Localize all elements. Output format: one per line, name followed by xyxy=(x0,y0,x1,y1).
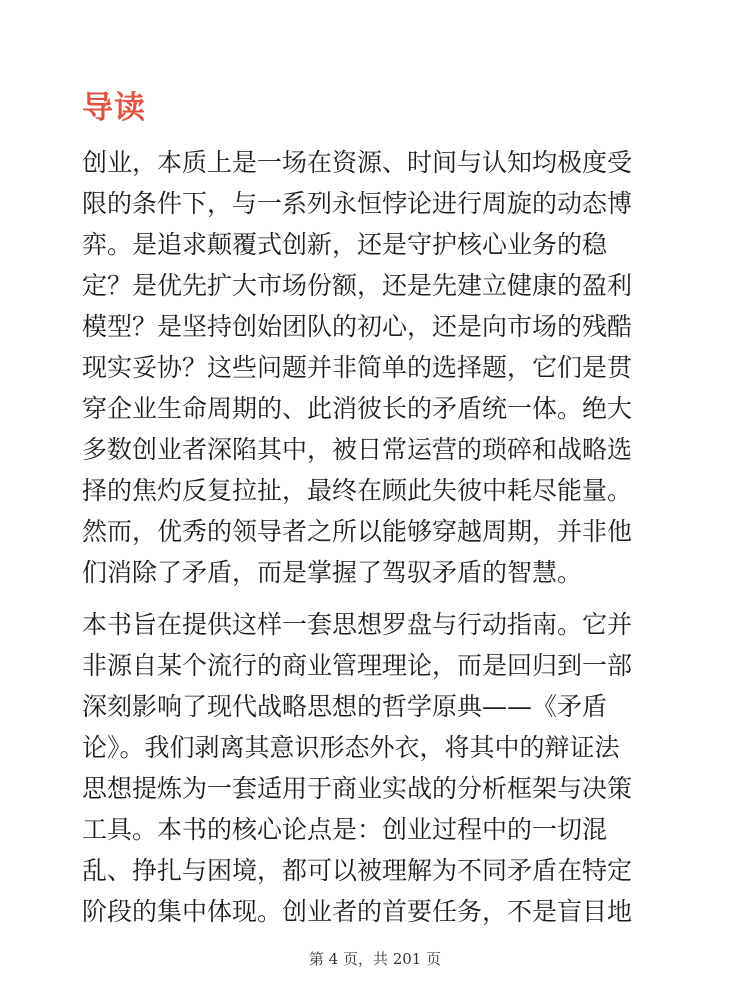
page-number-footer: 第 4 页，共 201 页 xyxy=(308,950,442,968)
body-text xyxy=(82,142,692,932)
section-heading: 导读 xyxy=(82,90,146,126)
paragraph-1: 创业，本质上是一场在资源、时间与认知均极度受 限的条件下，与一系列永恒悖论进行周旋的动态博 弈。是追求颠覆式创新，还是守护核心业务的稳 定？是优先扩大市场份额，还是先建立健康的盈利 模型？是坚持创始团队的初心，还是向市场的残酷 现实妥协？这些问题并非简单的选择题，它们是贯 穿企业生命周期的、此消彼长的矛盾统一体。绝大 多数创业者深陷其中，被日常运营的琐碎和战略选 择的焦灼反复拉扯，最终在顾此失彼中耗尽能量。 然而，优秀的领导者之所以能够穿越周期，并非他 们消除了矛盾，而是掌握了驾驭矛盾的智慧。 xyxy=(82,148,633,587)
paragraph-2: 本书旨在提供这样一套思想罗盘与行动指南。它并 非源自某个流行的商业管理理论，而是回归到一部 深刻影响了现代战略思想的哲学原典——《矛盾 论》。我们剥离其意识形态外衣，将其中的辩证法 思想提炼为一套适用于商业实战的分析框架与决策 工具。本书的核心论点是：创业过程中的一切混 乱、挣扎与困境，都可以被理解为不同矛盾在特定 阶段的集中体现。创业者的首要任务，不是盲目地 xyxy=(82,610,633,926)
